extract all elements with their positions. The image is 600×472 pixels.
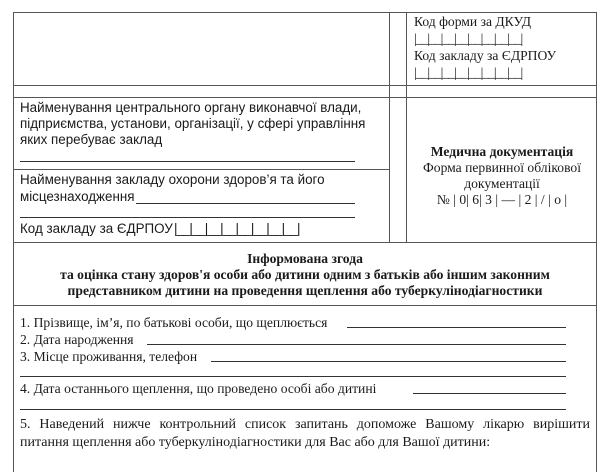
- facility-input-line[interactable]: [136, 203, 355, 204]
- field-last-vaccination-label: 4. Дата останнього щеплення, що проведено особі або дитині: [20, 381, 377, 396]
- form-type-line1: Форма первинної облікової: [423, 160, 581, 175]
- facility-label-line2: місцезнаходження: [20, 189, 135, 204]
- row-divider: [13, 169, 390, 170]
- authority-label-line3: яких перебуває заклад: [20, 132, 163, 147]
- heading-title: Інформована згода: [247, 251, 363, 266]
- field-birth-date-label: 2. Дата народження: [20, 332, 134, 347]
- column-divider: [389, 12, 390, 242]
- full-name-input-line[interactable]: [347, 327, 566, 328]
- form-type-line2: документації: [464, 176, 540, 191]
- row-divider: [13, 242, 597, 243]
- row-divider: [13, 97, 597, 98]
- medical-doc-title: Медична документація: [430, 144, 574, 159]
- last-vaccination-input-line-2[interactable]: [20, 409, 566, 410]
- facility-code-label: Код закладу за ЄДРПОУ: [20, 221, 173, 236]
- facility-code-boxes[interactable]: |__|__|__|__|__|__|__|__|: [174, 221, 300, 236]
- facility-input-line-2[interactable]: [20, 217, 355, 218]
- edrpou-label: Код закладу за ЄДРПОУ: [414, 48, 557, 63]
- heading-line2: та оцінка стану здоров'я особи або дитини одним з батьків або іншим законним: [60, 267, 550, 282]
- address-phone-input-line-2[interactable]: [20, 376, 566, 377]
- field-full-name-label: 1. Прізвище, ім’я, по батькові особи, що щеплюється: [20, 315, 328, 330]
- dkud-label: Код форми за ДКУД: [414, 14, 531, 29]
- field-birth-date: [20, 331, 134, 348]
- heading-line3: представником дитини на проведення щеплення або туберкулінодіагностики: [67, 283, 543, 298]
- authority-input-line[interactable]: [20, 161, 355, 162]
- dkud-code-boxes[interactable]: |__|__|__|__|__|__|__|__|: [414, 31, 523, 46]
- field-full-name: [20, 314, 327, 331]
- birth-date-input-line[interactable]: [147, 344, 566, 345]
- field-address-phone-label: 3. Місце проживання, телефон: [20, 349, 198, 364]
- address-phone-input-line[interactable]: [211, 361, 566, 362]
- authority-label-line2: підприємства, установи, організації, у сфері управління: [20, 116, 366, 131]
- item5-text: 5. Наведений нижче контрольний список запитань допоможе Вашому лікарю вирішити питання щеплення або туберкулінодіагностики для Вас або для Вашої дитини:: [20, 417, 590, 450]
- field-last-vaccination: [20, 380, 376, 397]
- row-divider: [13, 305, 597, 306]
- facility-label-line1: Найменування закладу охорони здоров’я та його: [20, 172, 325, 187]
- row-divider: [13, 85, 597, 86]
- form-number: № | 0| 6| 3 | — | 2 | / | о |: [436, 192, 568, 207]
- edrpou-code-boxes[interactable]: |__|__|__|__|__|__|__|__|: [414, 65, 523, 80]
- authority-label-line1: Найменування центрального органу виконавчої влади,: [20, 100, 362, 115]
- field-address-phone: [20, 348, 197, 365]
- last-vaccination-input-line[interactable]: [413, 393, 566, 394]
